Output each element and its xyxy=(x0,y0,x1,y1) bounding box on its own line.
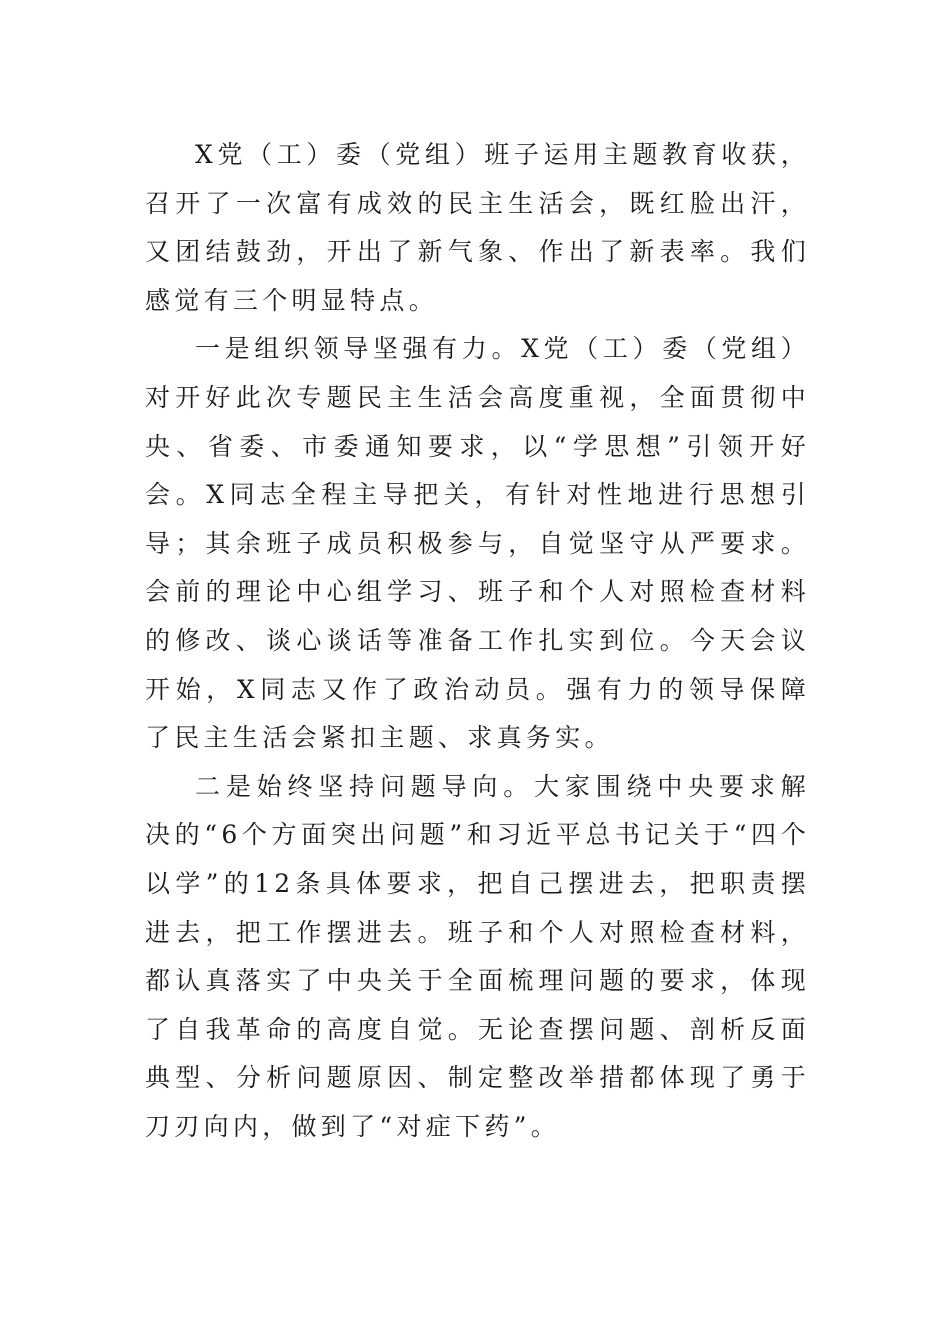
paragraph-intro: X党（工）委（党组）班子运用主题教育收获，召开了一次富有成效的民主生活会，既红脸出汗，又团结鼓劲，开出了新气象、作出了新表率。我们感觉有三个明显特点。 xyxy=(145,140,810,315)
document-body xyxy=(145,131,810,1151)
paragraph-point-one: 一是组织领导坚强有力。X党（工）委（党组）对开好此次专题民主生活会高度重视，全面贯彻中央、省委、市委通知要求，以“学思想”引领开好会。X同志全程主导把关，有针对性地进行思想引导；其余班子成员积极参与，自觉坚守从严要求。会前的理论中心组学习、班子和个人对照检查材料的修改、谈心谈话等准备工作扎实到位。今天会议开始，X同志又作了政治动员。强有力的领导保障了民主生活会紧扣主题、求真务实。 xyxy=(145,334,810,753)
paragraph-point-two: 二是始终坚持问题导向。大家围绕中央要求解决的“6个方面突出问题”和习近平总书记关于“四个以学”的12条具体要求，把自己摆进去，把职责摆进去，把工作摆进去。班子和个人对照检查材料，都认真落实了中央关于全面梳理问题的要求，体现了自我革命的高度自觉。无论查摆问题、剖析反面典型、分析问题原因、制定整改举措都体现了勇于刀刃向内，做到了“对症下药”。 xyxy=(145,771,810,1141)
